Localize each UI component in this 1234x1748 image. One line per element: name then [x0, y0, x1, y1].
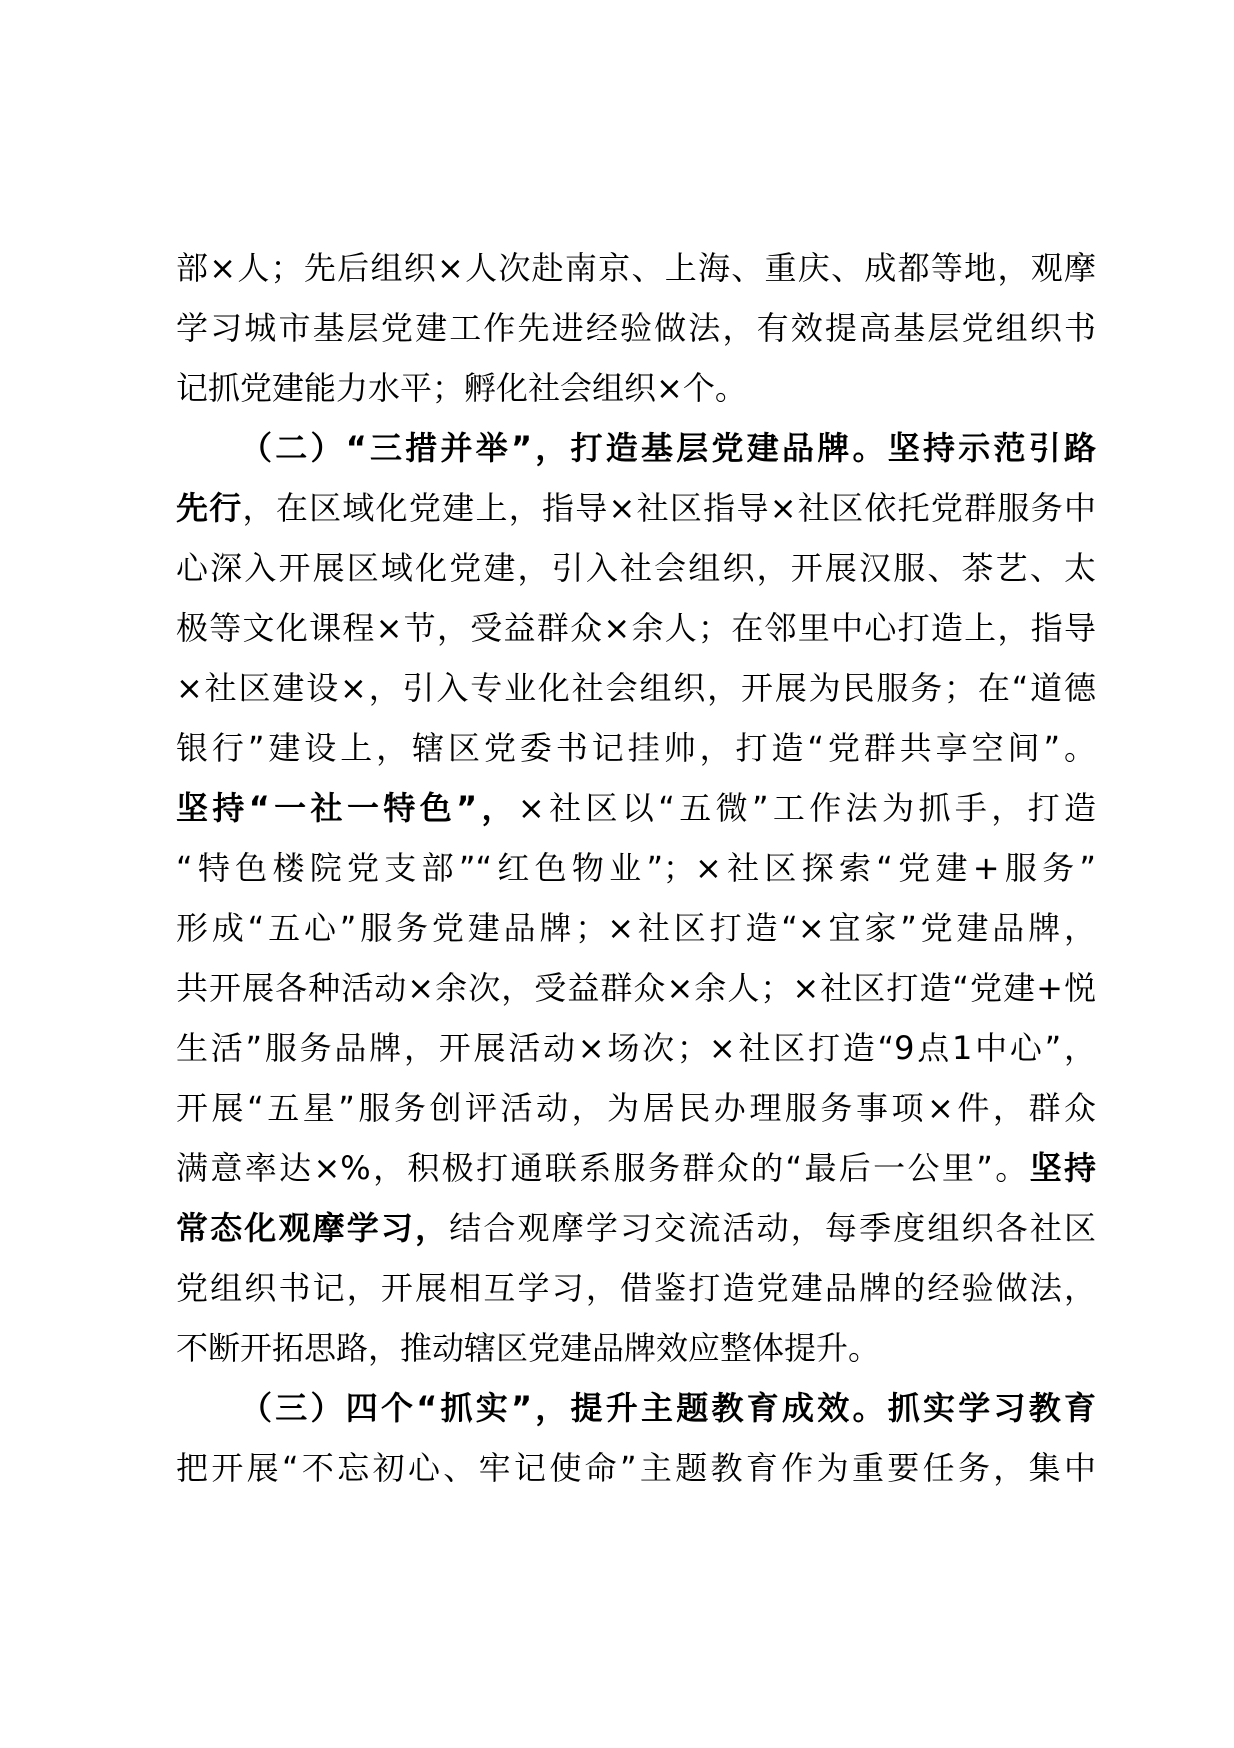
body-text: ，在区域化党建上，指导×社区指导×社区依托党群服务中: [242, 489, 1096, 527]
text-line: 极等文化课程×节，受益群众×余人；在邻里中心打造上，指导: [176, 609, 1096, 647]
bold-text: 先行: [176, 489, 243, 527]
text-line: 不断开拓思路，推动辖区党建品牌效应整体提升。: [176, 1329, 881, 1367]
text-line: 把开展“不忘初心、牢记使命”主题教育作为重要任务，集中: [176, 1449, 1096, 1487]
bold-text: 坚持“一社一特色”，: [176, 789, 518, 827]
text-line: 部×人；先后组织×人次赴南京、上海、重庆、成都等地，观摩: [176, 249, 1096, 287]
text-line: 学习城市基层党建工作先进经验做法，有效提高基层党组织书: [176, 309, 1096, 347]
body-text: 满意率达×%，积极打通联系服务群众的“最后一公里”。: [176, 1149, 1030, 1187]
text-line: [176, 1198, 1096, 1258]
bold-text: 常态化观摩学习，: [176, 1209, 450, 1247]
text-line: 银行”建设上，辖区党委书记挂帅，打造“党群共享空间”。: [176, 729, 1096, 767]
text-line: 心深入开展区域化党建，引入社会组织，开展汉服、茶艺、太: [176, 549, 1096, 587]
text-line: 共开展各种活动×余次，受益群众×余人；×社区打造“党建+悦: [176, 969, 1096, 1007]
text-line: “特色楼院党支部”“红色物业”；×社区探索“党建+服务”: [176, 849, 1096, 887]
section-heading-line: [176, 1378, 1096, 1438]
text-line: [176, 478, 1096, 538]
text-line: ×社区建设×，引入专业化社会组织，开展为民服务；在“道德: [176, 669, 1096, 707]
body-text: ×社区以“五微”工作法为抓手，打造: [517, 789, 1096, 827]
text-line: 形成“五心”服务党建品牌；×社区打造“×宜家”党建品牌，: [176, 909, 1096, 947]
document-page: [176, 238, 1096, 1498]
bold-heading: （三）四个“抓实”，提升主题教育成效。抓实学习教育: [240, 1389, 1096, 1427]
text-line: [176, 778, 1096, 838]
text-line: 记抓党建能力水平；孵化社会组织×个。: [176, 369, 747, 407]
text-line: [176, 1138, 1096, 1198]
text-line: 开展“五星”服务创评活动，为居民办理服务事项×件，群众: [176, 1089, 1096, 1127]
body-text: 结合观摩学习交流活动，每季度组织各社区: [449, 1209, 1096, 1247]
text-line: 党组织书记，开展相互学习，借鉴打造党建品牌的经验做法，: [176, 1269, 1096, 1307]
bold-text: 坚持: [1029, 1149, 1096, 1187]
section-heading-line: [176, 418, 1096, 478]
bold-heading: （二）“三措并举”，打造基层党建品牌。坚持示范引路: [240, 429, 1096, 467]
text-line: 生活”服务品牌，开展活动×场次；×社区打造“9点1中心”，: [176, 1029, 1096, 1067]
